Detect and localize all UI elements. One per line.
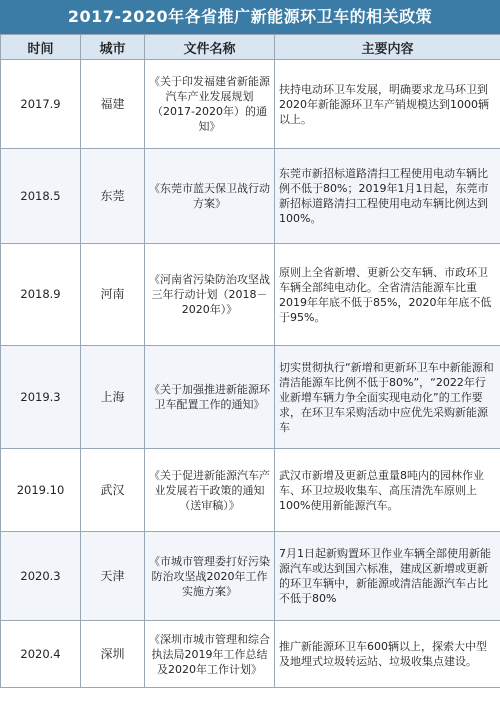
- header-document: 文件名称: [145, 35, 275, 60]
- table-row: [1, 346, 500, 449]
- cell-content: 扶持电动环卫车发展，明确要求龙马环卫到2020年新能源环卫车产销规模达到1000辆以上。: [275, 60, 500, 149]
- cell-city: 福建: [81, 60, 145, 149]
- cell-city: 深圳: [81, 621, 145, 688]
- cell-time: 2019.3: [1, 346, 81, 449]
- cell-time: 2019.10: [1, 449, 81, 532]
- cell-city: 上海: [81, 346, 145, 449]
- cell-time: 2020.4: [1, 621, 81, 688]
- header-city: 城市: [81, 35, 145, 60]
- table-title: 2017-2020年各省推广新能源环卫车的相关政策: [0, 0, 500, 34]
- policy-table: [0, 34, 500, 688]
- header-time: 时间: [1, 35, 81, 60]
- cell-city: 河南: [81, 244, 145, 346]
- table-row: [1, 60, 500, 149]
- header-content: 主要内容: [275, 35, 500, 60]
- cell-city: 天津: [81, 532, 145, 621]
- header-row: [1, 35, 500, 60]
- cell-content: 推广新能源环卫车600辆以上，探索大中型及地埋式垃圾转运站、垃圾收集点建设。: [275, 621, 500, 688]
- cell-city: 武汉: [81, 449, 145, 532]
- cell-content: 原则上全省新增、更新公交车辆、市政环卫车辆全部纯电动化。全省清洁能源车比重2019年年底不低于85%，2020年年底不低于95%。: [275, 244, 500, 346]
- cell-time: 2018.9: [1, 244, 81, 346]
- table-row: [1, 244, 500, 346]
- cell-document: 《关于促进新能源汽车产业发展若干政策的通知（送审稿）》: [145, 449, 275, 532]
- table-row: [1, 449, 500, 532]
- cell-time: 2020.3: [1, 532, 81, 621]
- table-row: [1, 532, 500, 621]
- cell-document: 《东莞市蓝天保卫战行动方案》: [145, 149, 275, 244]
- cell-content: 切实贯彻执行“新增和更新环卫车中新能源和清洁能源车比例不低于80%”，“2022年行业新增车辆力争全面实现电动化”的工作要求，在环卫车采购活动中应优先采购新能源车: [275, 346, 500, 449]
- cell-document: 《深圳市城市管理和综合执法局2019年工作总结及2020年工作计划》: [145, 621, 275, 688]
- cell-document: 《市城市管理委打好污染防治攻坚战2020年工作实施方案》: [145, 532, 275, 621]
- cell-time: 2017.9: [1, 60, 81, 149]
- cell-content: 东莞市新招标道路清扫工程使用电动车辆比例不低于80%；2019年1月1日起，东莞市新招标道路清扫工程使用电动车辆比例达到100%。: [275, 149, 500, 244]
- cell-content: 武汉市新增及更新总重量8吨内的园林作业车、环卫垃圾收集车、高压清洗车原则上100%使用新能源汽车。: [275, 449, 500, 532]
- cell-city: 东莞: [81, 149, 145, 244]
- cell-document: 《关于印发福建省新能源汽车产业发展规划（2017-2020年）的通知》: [145, 60, 275, 149]
- table-row: [1, 621, 500, 688]
- cell-content: 7月1日起新购置环卫作业车辆全部使用新能源汽车或达到国六标准，建成区新增或更新的环卫车辆中，新能源或清洁能源汽车占比不低于80%: [275, 532, 500, 621]
- table-row: [1, 149, 500, 244]
- cell-time: 2018.5: [1, 149, 81, 244]
- cell-document: 《关于加强推进新能源环卫车配置工作的通知》: [145, 346, 275, 449]
- cell-document: 《河南省污染防治攻坚战三年行动计划（2018－2020年）》: [145, 244, 275, 346]
